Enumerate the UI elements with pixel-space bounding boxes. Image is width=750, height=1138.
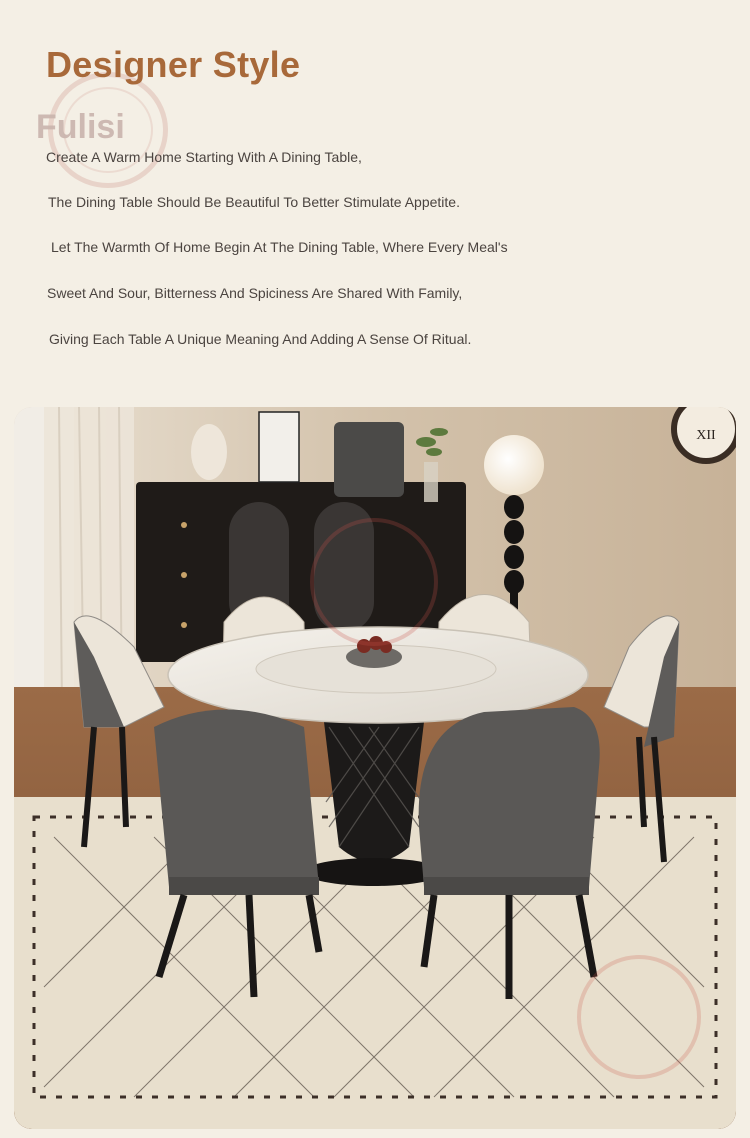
chair-back bbox=[154, 710, 319, 888]
description-line-3: Let The Warmth Of Home Begin At The Dining Table, Where Every Meal's bbox=[51, 239, 508, 255]
dining-set-photo bbox=[14, 407, 736, 1129]
bust-sculpture bbox=[191, 424, 227, 480]
description-line-1: Create A Warm Home Starting With A Dining Table, bbox=[46, 149, 362, 165]
brand-watermark: Fulisi bbox=[36, 108, 125, 146]
lamp-globe bbox=[484, 435, 544, 495]
dining-room-illustration bbox=[14, 407, 736, 1129]
description-line-2: The Dining Table Should Be Beautiful To Better Stimulate Appetite. bbox=[48, 194, 460, 210]
clock-numeral: XII bbox=[696, 428, 716, 443]
chair-back bbox=[419, 707, 600, 887]
description-line-4: Sweet And Sour, Bitterness And Spiciness Are Shared With Family, bbox=[47, 285, 463, 301]
plant-vase bbox=[424, 462, 438, 502]
face-art-vase bbox=[259, 412, 299, 482]
page-title: Designer Style bbox=[46, 44, 301, 85]
description-line-5: Giving Each Table A Unique Meaning And Adding A Sense Of Ritual. bbox=[49, 331, 472, 347]
coffee-machine bbox=[334, 422, 404, 497]
